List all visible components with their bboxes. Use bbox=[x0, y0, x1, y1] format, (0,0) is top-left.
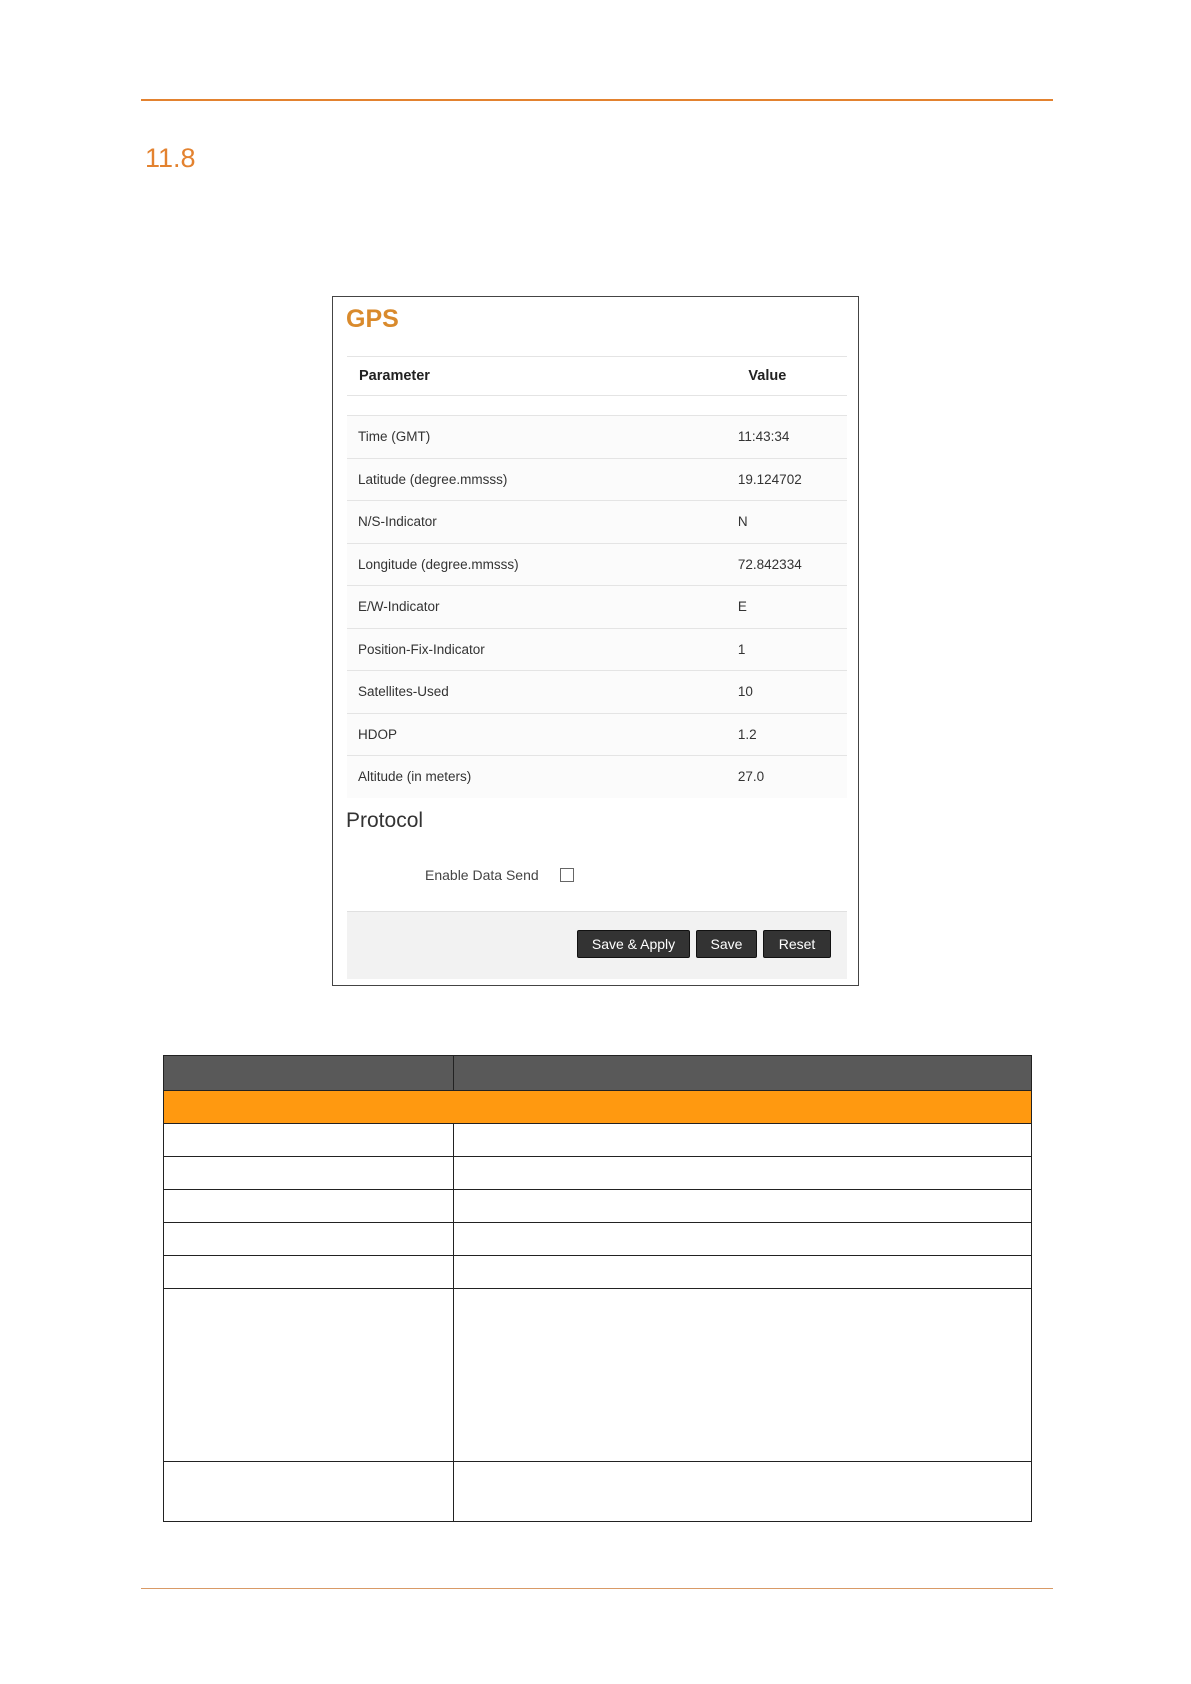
table-row bbox=[164, 1462, 1032, 1522]
section-number: 11.8 bbox=[145, 143, 196, 173]
parameter-cell: Satellites-Used bbox=[358, 684, 449, 700]
table-row bbox=[347, 628, 847, 671]
value-cell: 11:43:34 bbox=[737, 429, 790, 445]
table-row bbox=[347, 543, 847, 586]
parameter-cell: HDOP bbox=[358, 726, 398, 742]
description-table bbox=[163, 1055, 1032, 1522]
gps-screenshot-panel bbox=[332, 296, 859, 986]
value-cell: 1.2 bbox=[737, 726, 757, 742]
table-header bbox=[347, 356, 847, 396]
protocol-section-title: Protocol bbox=[346, 809, 424, 832]
save-button[interactable]: Save bbox=[696, 930, 757, 958]
table-row bbox=[347, 755, 847, 798]
value-cell: 19.124702 bbox=[737, 471, 802, 487]
gps-parameter-table bbox=[347, 356, 847, 798]
table-header-row bbox=[164, 1056, 1032, 1091]
parameter-cell: Latitude (degree.mmsss) bbox=[358, 471, 508, 487]
parameter-cell: E/W-Indicator bbox=[358, 599, 440, 615]
parameter-column-header: Parameter bbox=[359, 368, 430, 384]
reset-button[interactable]: Reset bbox=[763, 930, 831, 958]
value-cell: E bbox=[737, 599, 747, 615]
table-row bbox=[347, 713, 847, 756]
value-cell: 1 bbox=[737, 641, 746, 657]
value-cell: N bbox=[737, 514, 748, 530]
table-row bbox=[347, 585, 847, 628]
parameter-cell: N/S-Indicator bbox=[358, 514, 437, 530]
table-row bbox=[347, 670, 847, 713]
parameter-cell: Altitude (in meters) bbox=[358, 769, 472, 785]
table-row bbox=[347, 415, 847, 458]
table-section-band bbox=[164, 1091, 1032, 1124]
table-row bbox=[164, 1124, 1032, 1157]
header-rule bbox=[141, 99, 1053, 101]
table-row bbox=[164, 1256, 1032, 1289]
value-cell: 72.842334 bbox=[737, 556, 802, 572]
save-apply-button[interactable]: Save & Apply bbox=[577, 930, 690, 958]
parameter-cell: Time (GMT) bbox=[358, 429, 431, 445]
table-row bbox=[164, 1289, 1032, 1462]
table-row bbox=[347, 500, 847, 543]
enable-data-send-row bbox=[425, 867, 574, 883]
enable-data-send-checkbox[interactable] bbox=[560, 868, 574, 882]
table-row bbox=[164, 1223, 1032, 1256]
parameter-cell: Longitude (degree.mmsss) bbox=[358, 556, 519, 572]
parameter-cell: Position-Fix-Indicator bbox=[358, 641, 485, 657]
value-cell: 10 bbox=[737, 684, 753, 700]
table-row bbox=[164, 1190, 1032, 1223]
value-column-header: Value bbox=[748, 368, 787, 384]
table-row bbox=[164, 1157, 1032, 1190]
enable-data-send-label: Enable Data Send bbox=[425, 867, 539, 883]
gps-panel-title: GPS bbox=[346, 305, 399, 333]
action-bar bbox=[347, 911, 847, 979]
table-row bbox=[347, 458, 847, 501]
value-cell: 27.0 bbox=[737, 769, 765, 785]
footer-rule bbox=[141, 1588, 1053, 1589]
